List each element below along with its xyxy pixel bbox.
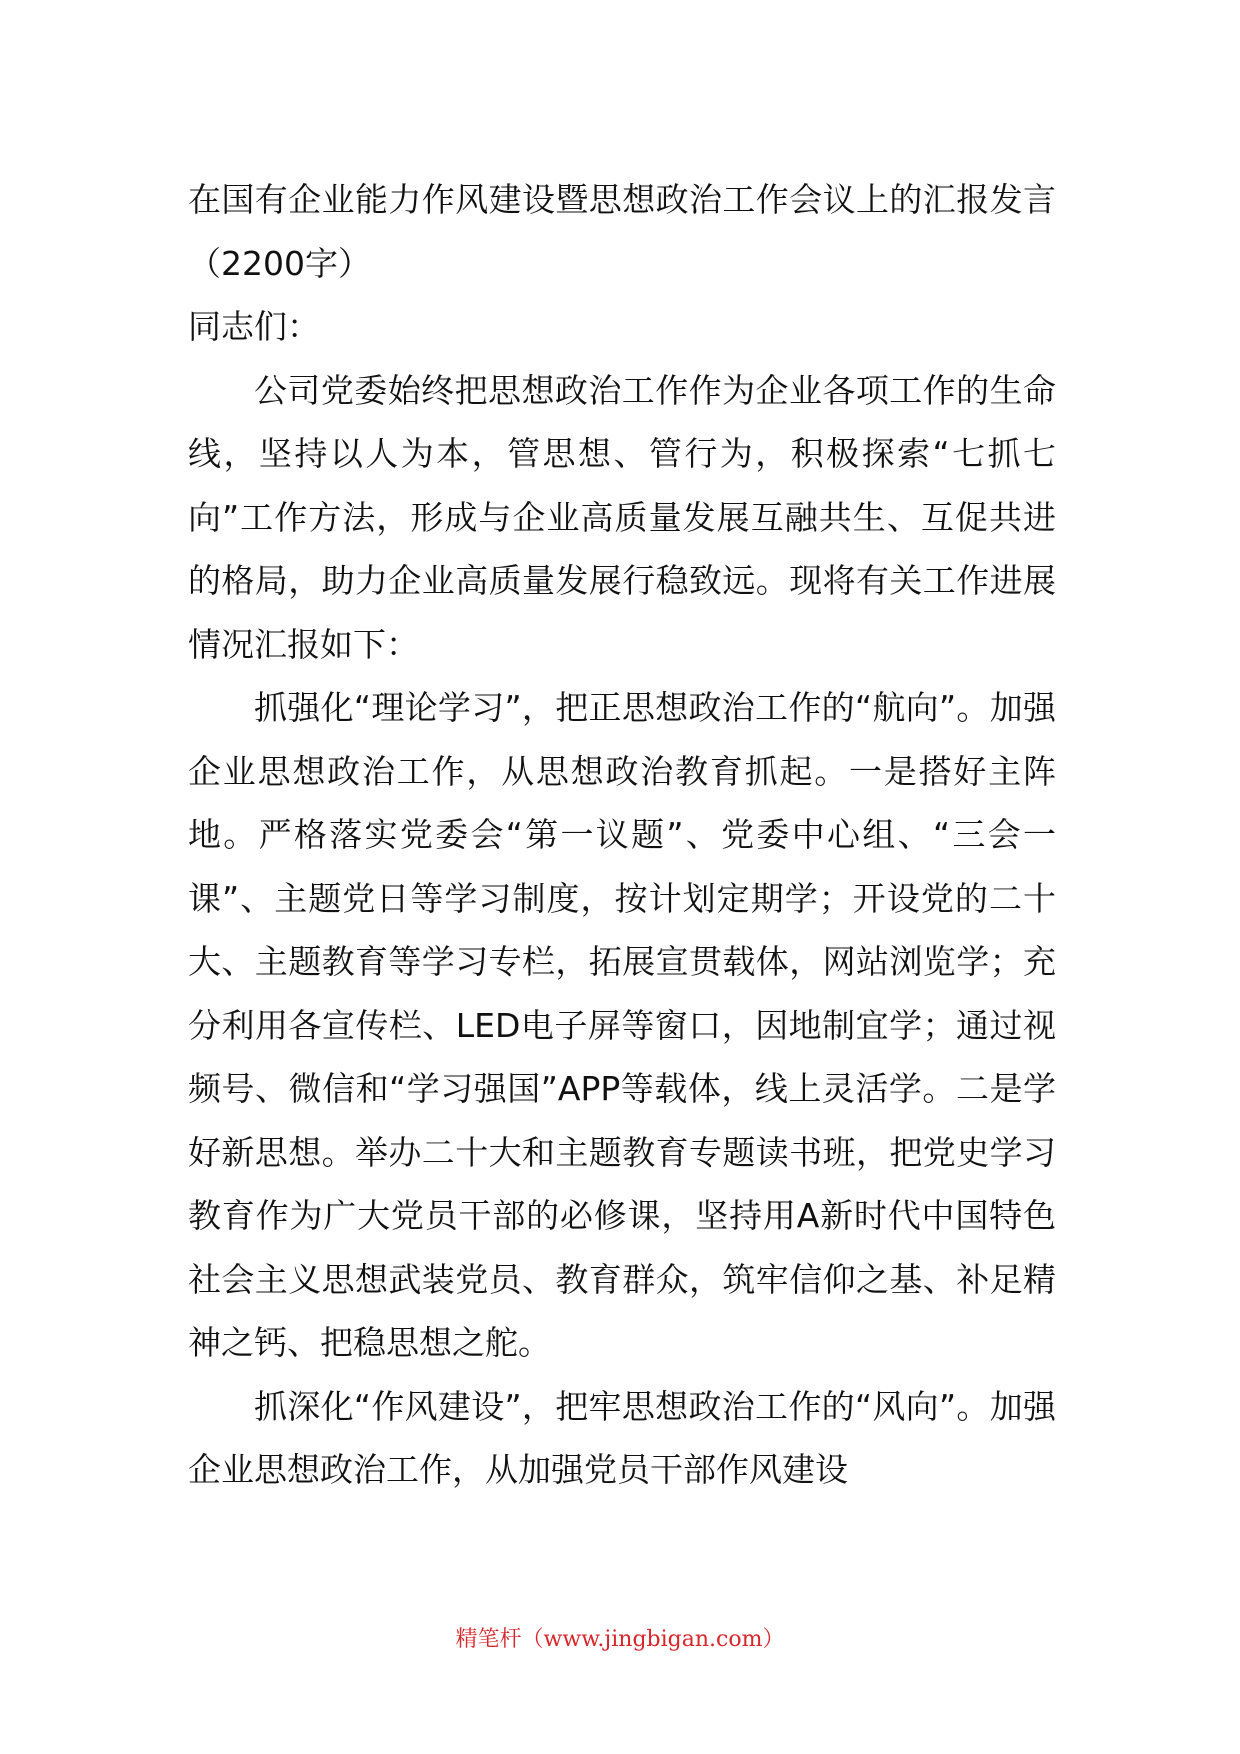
footer-watermark: 精笔杆（www.jingbigan.com） [455,1627,785,1652]
greeting: 同志们： [188,307,320,346]
paragraph-intro: 公司党委始终把思想政治工作作为企业各项工作的生命线，坚持以人为本，管思想、管行为，积极探索“七抓七向”工作方法，形成与企业高质量发展互融共生、互促共进的格局，助力企业高质量发展行稳致远。现将有关工作进展情况汇报如下： [188,370,1056,664]
paragraph-work-style: 抓深化“作风建设”，把牢思想政治工作的“风向”。加强企业思想政治工作，从加强党员干部作风建设 [188,1386,1056,1489]
paragraph-theory-study: 抓强化“理论学习”，把正思想政治工作的“航向”。加强企业思想政治工作，从思想政治教育抓起。一是搭好主阵地。严格落实党委会“第一议题”、党委中心组、“三会一课”、主题党日等学习制度，按计划定期学；开设党的二十大、主题教育等学习专栏，拓展宣贯载体，网站浏览学；充分利用各宣传栏、LED电子屏等窗口，因地制宜学；通过视频号、微信和“学习强国”APP等载体，线上灵活学。二是学好新思想。举办二十大和主题教育专题读书班，把党史学习教育作为广大党员干部的必修课，坚持用A新时代中国特色社会主义思想武装党员、教育群众，筑牢信仰之基、补足精神之钙、把稳思想之舵。 [188,688,1056,1362]
document-body [188,168,1056,1502]
document-title: 在国有企业能力作风建设暨思想政治工作会议上的汇报发言（2200字） [188,180,1056,283]
